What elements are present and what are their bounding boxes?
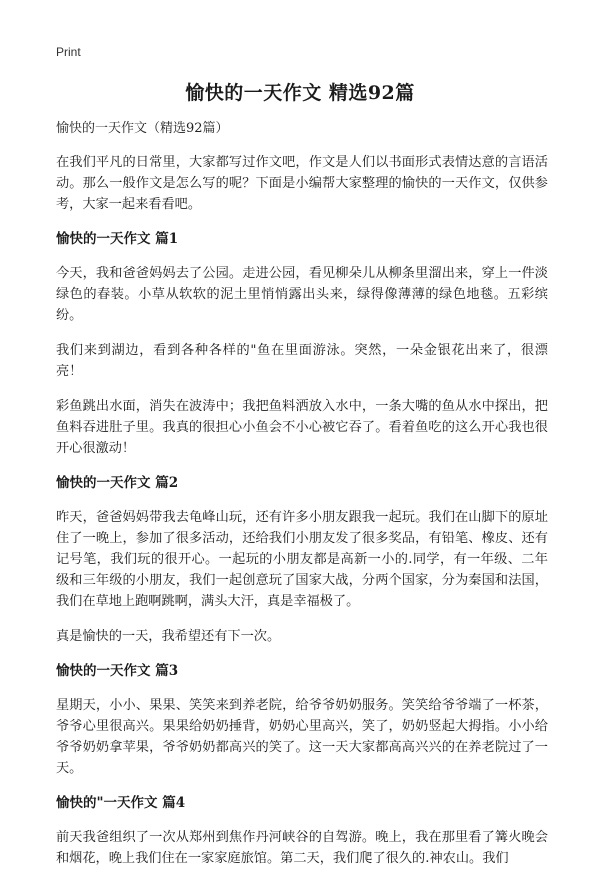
intro-paragraph: 在我们平凡的日常里，大家都写过作文吧，作文是人们以书面形式表情达意的言语活动。那么一般作文是怎么写的呢？下面是小编帮大家整理的愉快的一天作文，仅供参考，大家一起来看看吧。 (56, 155, 548, 212)
article-body (56, 120, 548, 883)
section-heading-4: 愉快的"一天作文 篇4 (56, 795, 186, 811)
section-heading-1: 愉快的一天作文 篇1 (56, 231, 179, 247)
section-1-paragraph-3: 彩鱼跳出水面，消失在波涛中；我把鱼料洒放入水中，一条大嘴的鱼从水中探出，把鱼料吞进肚子里。我真的很担心小鱼会不小心被它吞了。看着鱼吃的这么开心我也很开心很激动！ (56, 399, 548, 456)
section-1-paragraph-2: 我们来到湖边，看到各种各样的"鱼在里面游泳。突然，一朵金银花出来了，很漂亮！ (56, 343, 548, 379)
section-heading-3: 愉快的一天作文 篇3 (56, 663, 179, 679)
section-1-paragraph-1: 今天，我和爸爸妈妈去了公园。走进公园，看见柳朵儿从柳条里溜出来，穿上一件淡绿色的春装。小草从软软的泥土里悄悄露出头来，绿得像薄薄的绿色地毯。五彩缤纷。 (56, 266, 548, 323)
section-2-paragraph-1: 昨天，爸爸妈妈带我去龟峰山玩，还有许多小朋友跟我一起玩。我们在山脚下的原址住了一晚上，参加了很多活动，还给我们小朋友发了很多奖品，有铅笔、橡皮、还有记号笔，我们玩的很开心。一起玩的小朋友都是高新一小的.同学，有一年级、二年级和三年级的小朋友，我们一起创意玩了国家大战，分两个国家，分为秦国和法国，我们在草地上跑啊跳啊，满头大汗，真是幸福极了。 (56, 510, 548, 609)
section-3-paragraph-1: 星期天，小小、果果、笑笑来到养老院，给爷爷奶奶服务。笑笑给爷爷端了一杯茶，爷爷心里很高兴。果果给奶奶捶背，奶奶心里高兴，笑了，奶奶竖起大拇指。小小给爷爷奶奶拿苹果，爷爷奶奶都高兴的笑了。这一天大家都高高兴兴的在养老院过了一天。 (56, 698, 548, 776)
page-title: 愉快的一天作文 精选92篇 (185, 82, 415, 104)
section-4-paragraph-1: 前天我爸组织了一次从郑州到焦作丹河峡谷的自驾游。晚上，我在那里看了篝火晚会和烟花，晚上我们住在一家家庭旅馆。第二天，我们爬了很久的.神农山。我们 (56, 830, 548, 866)
article-subtitle: 愉快的一天作文（精选92篇） (56, 121, 229, 136)
section-heading-2: 愉快的一天作文 篇2 (56, 475, 179, 491)
section-2-paragraph-2: 真是愉快的一天，我希望还有下一次。 (56, 629, 281, 644)
print-label: Print (56, 45, 81, 59)
